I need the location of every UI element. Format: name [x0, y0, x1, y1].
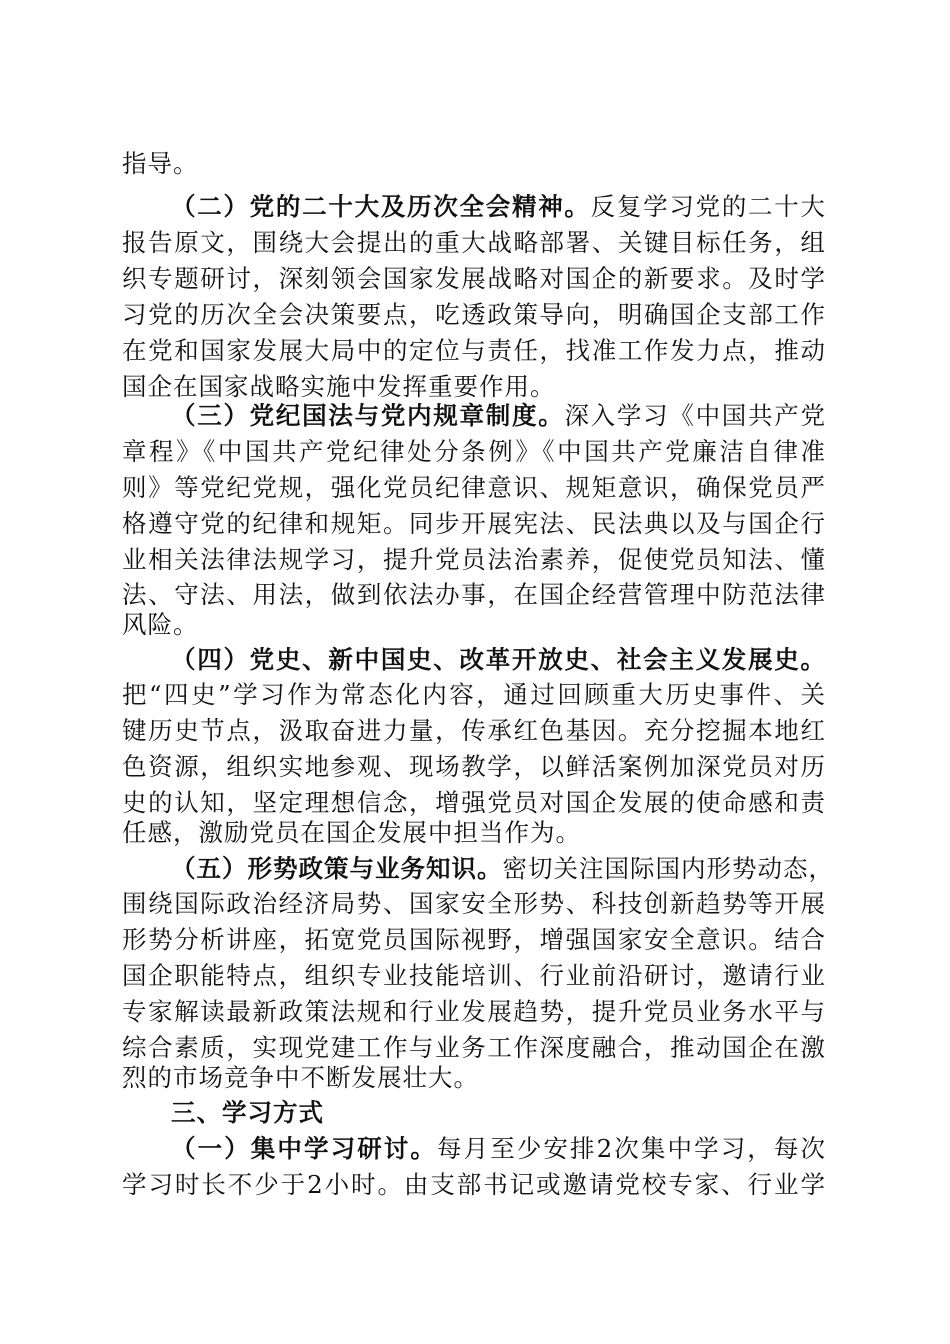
section-heading: （三）党纪国法与党内规章制度。	[171, 401, 565, 430]
section-heading: （一）集中学习研讨。	[171, 1134, 438, 1163]
section-heading-line: （一）集中学习研讨。每月至少安排2次集中学习，每次	[171, 1134, 827, 1163]
section-heading: （五）形势政策与业务知识。	[171, 854, 503, 883]
paragraph-line: 形势分析讲座，拓宽党员国际视野，增强国家安全意识。结合	[122, 925, 826, 954]
section-heading-line: （三）党纪国法与党内规章制度。深入学习《中国共产党	[171, 401, 826, 430]
paragraph-line: 在党和国家发展大局中的定位与责任，找准工作发力点，推动	[122, 336, 826, 365]
paragraph-line: 业相关法律法规学习，提升党员法治素养，促使党员知法、懂	[122, 545, 826, 574]
section-heading-line: （五）形势政策与业务知识。密切关注国际国内形势动态，	[171, 854, 834, 883]
paragraph-line: 学习时长不少于2小时。由支部书记或邀请党校专家、行业学	[122, 1170, 826, 1199]
paragraph-line: 格遵守党的纪律和规矩。同步开展宪法、民法典以及与国企行	[122, 509, 826, 538]
paragraph-line: 专家解读最新政策法规和行业发展趋势，提升党员业务水平与	[122, 997, 826, 1026]
paragraph-line: 织专题研讨，深刻领会国家发展战略对国企的新要求。及时学	[122, 264, 826, 293]
paragraph-line: 键历史节点，汲取奋进力量，传承红色基因。充分挖掘本地红	[122, 716, 826, 745]
section-heading: （四）党史、新中国史、改革开放史、社会主义发展史。	[171, 645, 826, 674]
section-heading-line: （二）党的二十大及历次全会精神。反复学习党的二十大	[171, 192, 827, 221]
paragraph-line: 综合素质，实现党建工作与业务工作深度融合，推动国企在激	[122, 1033, 826, 1062]
paragraph-line: 则》等党纪党规，强化党员纪律意识、规矩意识，确保党员严	[122, 473, 826, 502]
paragraph-line: 任感，激励党员在国企发展中担当作为。	[122, 818, 581, 847]
section-heading-line	[171, 642, 826, 678]
paragraph-line: 指导。	[122, 149, 199, 178]
chapter-heading: 三、学习方式	[171, 1098, 324, 1127]
paragraph-line: 法、守法、用法，做到依法办事，在国企经营管理中防范法律	[122, 580, 826, 609]
paragraph-line: 报告原文，围绕大会提出的重大战略部署、关键目标任务，组	[122, 228, 826, 257]
paragraph-line: 章程》《中国共产党纪律处分条例》《中国共产党廉洁自律准	[122, 437, 826, 466]
paragraph-line: 国企职能特点，组织专业技能培训、行业前沿研讨，邀请行业	[122, 961, 826, 990]
paragraph-line: 国企在国家战略实施中发挥重要作用。	[122, 372, 556, 401]
paragraph-line: 把“四史”学习作为常态化内容，通过回顾重大历史事件、关	[122, 680, 826, 709]
paragraph-line: 习党的历次全会决策要点，吃透政策导向，明确国企支部工作	[122, 300, 826, 329]
paragraph-line: 风险。	[122, 610, 199, 639]
paragraph-line: 围绕国际政治经济局势、国家安全形势、科技创新趋势等开展	[122, 889, 826, 918]
section-heading: （二）党的二十大及历次全会精神。	[171, 192, 591, 221]
paragraph-line: 史的认知，坚定理想信念，增强党员对国企发展的使命感和责	[122, 788, 826, 817]
paragraph-line: 色资源，组织实地参观、现场教学，以鲜活案例加深党员对历	[122, 752, 826, 781]
paragraph-line: 烈的市场竞争中不断发展壮大。	[122, 1063, 479, 1092]
